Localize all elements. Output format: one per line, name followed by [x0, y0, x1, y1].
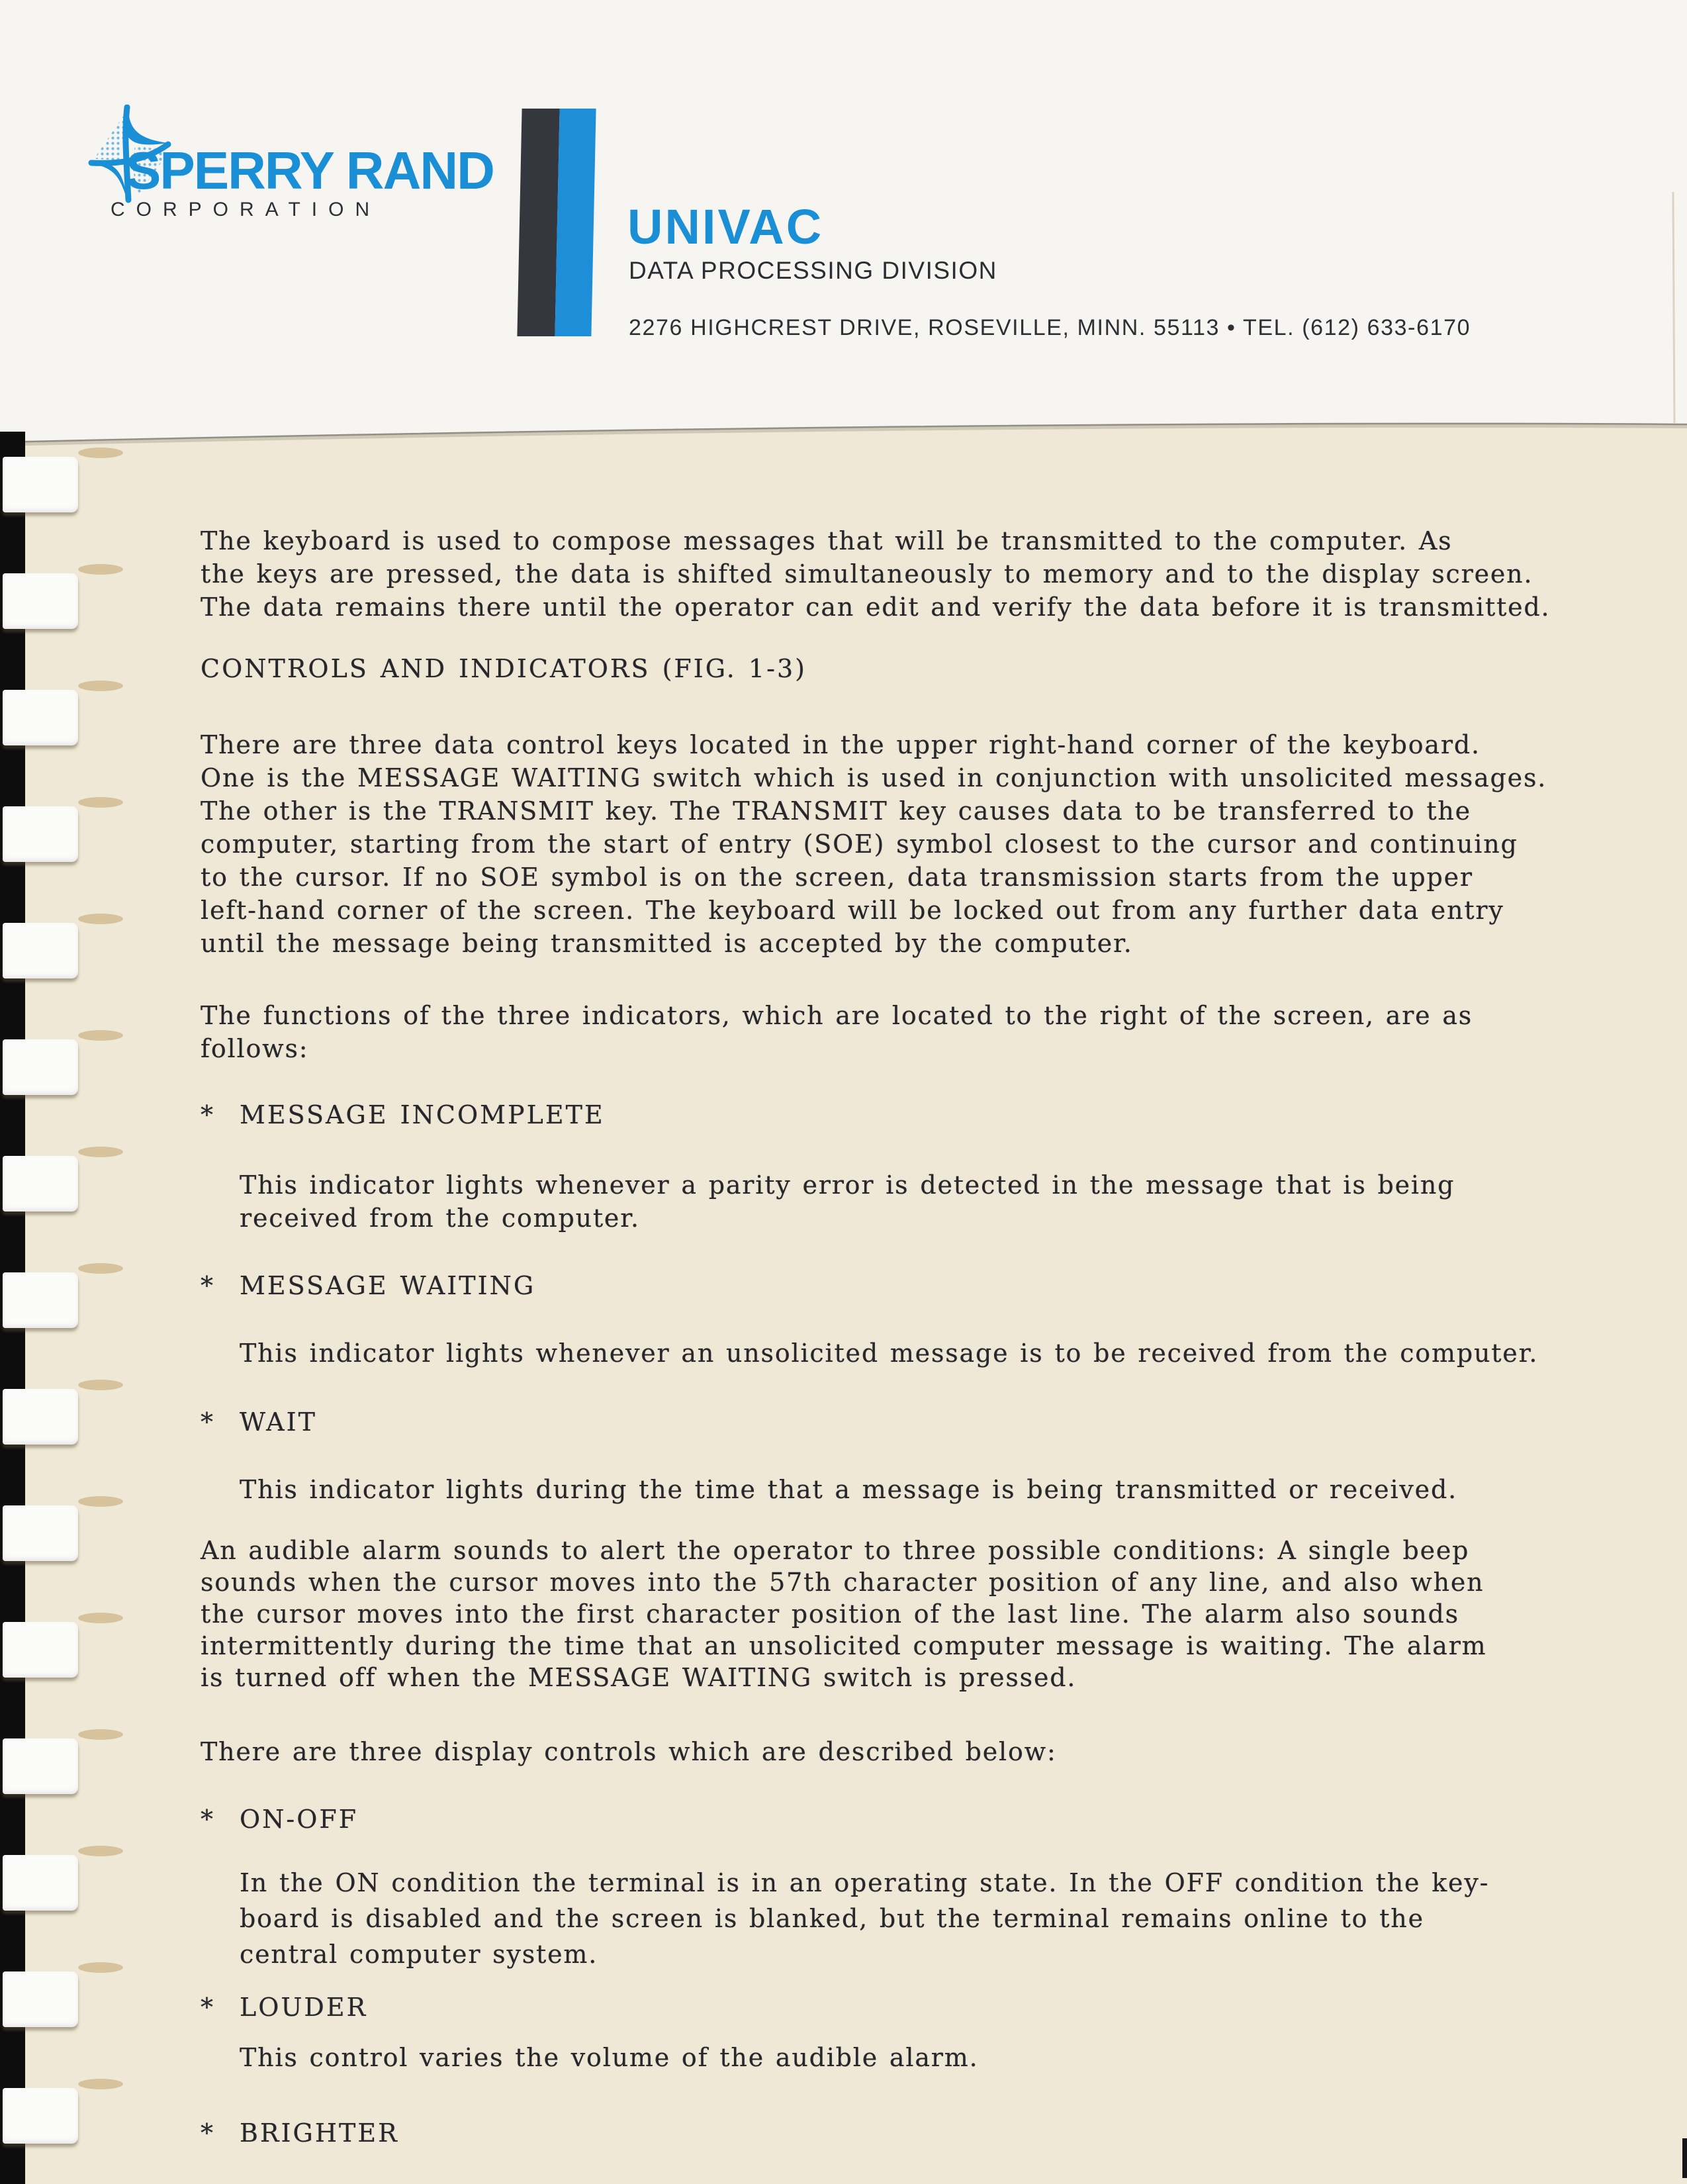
indicator-desc-line: This indicator lights during the time that a message is being transmitted or received. — [240, 1475, 1457, 1504]
binding-tab — [3, 1039, 78, 1095]
binding-hole-mark — [78, 1613, 123, 1623]
paragraph-line: the keys are pressed, the data is shifted simultaneously to memory and to the display screen. — [201, 559, 1533, 589]
paragraph-line: An audible alarm sounds to alert the operator to three possible conditions: A single beep — [201, 1536, 1470, 1565]
division-name: UNIVAC — [627, 199, 824, 254]
paragraph-line: The other is the TRANSMIT key. The TRANSMIT key causes data to be transferred to the — [201, 796, 1471, 826]
binding-hole-mark — [78, 1962, 123, 1973]
scan-edge-artifact — [1682, 2138, 1687, 2178]
paragraph-line: left-hand corner of the screen. The keyboard will be locked out from any further data entry — [201, 896, 1504, 925]
bullet-marker: * — [201, 1993, 214, 2022]
binding-tab — [3, 1855, 78, 1911]
paragraph-line: The data remains there until the operator can edit and verify the data before it is transmitted. — [201, 593, 1551, 622]
binding-tab — [3, 457, 78, 512]
bullet-marker: * — [201, 1407, 214, 1437]
binding-tab — [3, 1971, 78, 2027]
control-label-brighter: BRIGHTER — [240, 2118, 399, 2148]
binding-hole-mark — [78, 681, 123, 691]
binding-tab — [3, 923, 78, 978]
control-desc-line: board is disabled and the screen is blanked, but the terminal remains online to the — [240, 1904, 1424, 1933]
binding-hole-mark — [78, 914, 123, 924]
binding-hole-mark — [78, 1846, 123, 1856]
binding-hole-mark — [78, 1496, 123, 1507]
binding-hole-mark — [78, 2079, 123, 2089]
binding-tab — [3, 1389, 78, 1445]
binding-tab — [3, 573, 78, 629]
indicator-label-message-incomplete: MESSAGE INCOMPLETE — [240, 1100, 605, 1129]
binding-hole-mark — [78, 1030, 123, 1041]
company-name: SPERRY RAND — [126, 141, 494, 200]
binding-hole-mark — [78, 797, 123, 808]
binding-tab — [3, 1272, 78, 1328]
binding-tab — [3, 1505, 78, 1561]
binding-hole-mark — [78, 1263, 123, 1274]
paragraph-line: the cursor moves into the first character position of the last line. The alarm also sounds — [201, 1599, 1459, 1629]
company-subtitle: CORPORATION — [111, 199, 381, 220]
binding-tab — [3, 1622, 78, 1678]
paragraph-line: follows: — [201, 1034, 309, 1063]
bullet-marker: * — [201, 1271, 214, 1300]
indicator-desc-line: This indicator lights whenever an unsolicited message is to be received from the computer. — [240, 1339, 1539, 1368]
bullet-marker: * — [201, 1805, 214, 1834]
address-line: 2276 HIGHCREST DRIVE, ROSEVILLE, MINN. 55113 • TEL. (612) 633-6170 — [629, 315, 1471, 340]
binding-tab — [3, 806, 78, 862]
control-desc-line: This control varies the volume of the audible alarm. — [240, 2043, 979, 2072]
paragraph-line: There are three data control keys located in the upper right-hand corner of the keyboard. — [201, 730, 1481, 759]
binding-tab — [3, 2088, 78, 2144]
binding-tab — [3, 690, 78, 745]
control-desc-line: central computer system. — [240, 1940, 598, 1969]
indicator-desc-line: received from the computer. — [240, 1204, 640, 1233]
indicator-label-wait: WAIT — [240, 1407, 317, 1437]
binding-hole-mark — [78, 564, 123, 575]
binding-tab — [3, 1738, 78, 1794]
paragraph-line: The keyboard is used to compose messages that will be transmitted to the computer. As — [201, 526, 1453, 555]
paragraph-line: computer, starting from the start of entry (SOE) symbol closest to the cursor and continuing — [201, 830, 1518, 859]
binding-tab — [3, 1156, 78, 1211]
division-subtitle: DATA PROCESSING DIVISION — [629, 257, 997, 284]
divider-bar — [517, 109, 596, 336]
paragraph-line: The functions of the three indicators, which are located to the right of the screen, are as — [201, 1001, 1473, 1030]
binding-hole-mark — [78, 1147, 123, 1157]
bullet-marker: * — [201, 1100, 214, 1129]
indicator-desc-line: This indicator lights whenever a parity error is detected in the message that is being — [240, 1170, 1455, 1200]
paragraph-line: intermittently during the time that an unsolicited computer message is waiting. The alarm — [201, 1631, 1487, 1660]
paragraph-line: is turned off when the MESSAGE WAITING switch is pressed. — [201, 1663, 1077, 1692]
paragraph-line: to the cursor. If no SOE symbol is on the screen, data transmission starts from the upper — [201, 863, 1473, 892]
bullet-marker: * — [201, 2118, 214, 2148]
indicator-label-message-waiting: MESSAGE WAITING — [240, 1271, 536, 1300]
paragraph-line: There are three display controls which are described below: — [201, 1737, 1057, 1766]
control-label-louder: LOUDER — [240, 1993, 368, 2022]
letterhead — [0, 0, 1687, 444]
binding-hole-mark — [78, 448, 123, 458]
binding-hole-mark — [78, 1380, 123, 1390]
divider-bar-blue — [555, 109, 596, 336]
control-desc-line: In the ON condition the terminal is in an operating state. In the OFF condition the key- — [240, 1868, 1490, 1897]
paragraph-line: One is the MESSAGE WAITING switch which is used in conjunction with unsolicited messages. — [201, 763, 1547, 792]
control-label-on-off: ON-OFF — [240, 1805, 359, 1834]
paragraph-line: until the message being transmitted is accepted by the computer. — [201, 929, 1133, 958]
paragraph-line: sounds when the cursor moves into the 57th character position of any line, and also when — [201, 1568, 1484, 1597]
section-heading: CONTROLS AND INDICATORS (FIG. 1-3) — [201, 654, 807, 683]
binding-hole-mark — [78, 1729, 123, 1740]
divider-bar-dark — [517, 109, 559, 336]
